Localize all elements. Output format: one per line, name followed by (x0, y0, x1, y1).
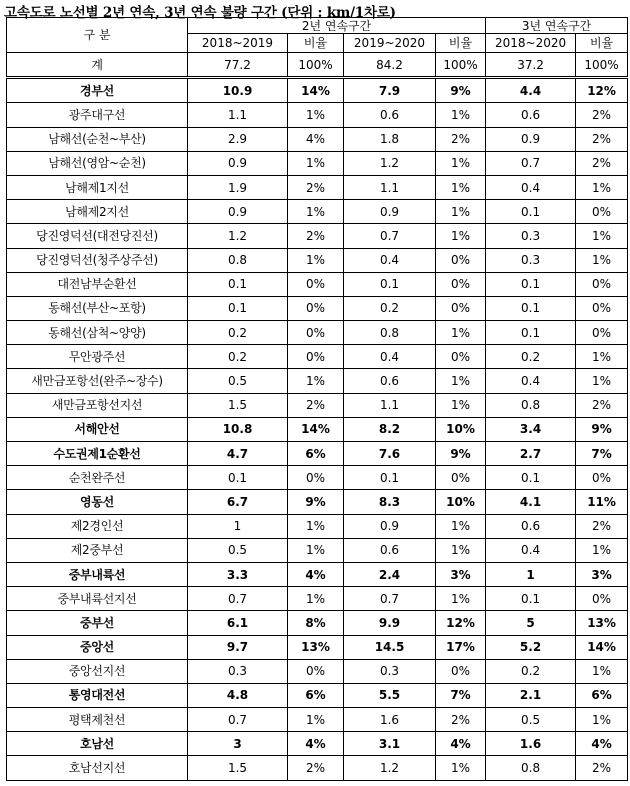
value-2018-2019-cell: 0.1 (188, 466, 288, 490)
ratio-2018-2020-cell: 0% (576, 587, 628, 611)
table-row (7, 272, 628, 296)
ratio-2019-2020-cell: 1% (436, 151, 486, 175)
ratio-2018-2020-cell: 100% (576, 53, 628, 78)
route-name-cell: 호남선 (7, 732, 188, 756)
ratio-2018-2019-cell: 1% (288, 538, 344, 562)
ratio-2019-2020-cell: 0% (436, 272, 486, 296)
ratio-2018-2019-cell: 1% (288, 200, 344, 224)
ratio-2018-2020-cell: 2% (576, 393, 628, 417)
value-2018-2019-cell: 6.7 (188, 490, 288, 514)
table-row (7, 151, 628, 175)
header-period-b: 2019~2020 (344, 34, 436, 53)
ratio-2018-2019-cell: 100% (288, 53, 344, 78)
ratio-2018-2019-cell: 2% (288, 175, 344, 199)
ratio-2018-2020-cell: 7% (576, 442, 628, 466)
route-name-cell: 대전남부순환선 (7, 272, 188, 296)
ratio-2019-2020-cell: 100% (436, 53, 486, 78)
value-2018-2019-cell: 1 (188, 514, 288, 538)
route-name-cell: 새만금포항선지선 (7, 393, 188, 417)
value-2019-2020-cell: 7.9 (344, 78, 436, 103)
ratio-2018-2019-cell: 13% (288, 635, 344, 659)
route-name-cell: 당진영덕선(청주상주선) (7, 248, 188, 272)
ratio-2018-2020-cell: 12% (576, 78, 628, 103)
ratio-2018-2020-cell: 2% (576, 151, 628, 175)
header-three-year: 3년 연속구간 (486, 18, 628, 34)
value-2018-2020-cell: 0.3 (486, 248, 576, 272)
ratio-2018-2019-cell: 6% (288, 442, 344, 466)
value-2018-2019-cell: 6.1 (188, 611, 288, 635)
ratio-2018-2020-cell: 1% (576, 369, 628, 393)
header-period-a: 2018~2019 (188, 34, 288, 53)
value-2019-2020-cell: 5.5 (344, 683, 436, 707)
ratio-2018-2019-cell: 0% (288, 466, 344, 490)
value-2019-2020-cell: 1.2 (344, 756, 436, 780)
value-2018-2020-cell: 0.7 (486, 151, 576, 175)
ratio-2018-2019-cell: 2% (288, 756, 344, 780)
route-name-cell: 중앙선 (7, 635, 188, 659)
table-row (7, 417, 628, 441)
value-2019-2020-cell: 84.2 (344, 53, 436, 78)
table-row (7, 659, 628, 683)
table-row (7, 514, 628, 538)
value-2019-2020-cell: 0.1 (344, 466, 436, 490)
ratio-2018-2019-cell: 1% (288, 369, 344, 393)
value-2018-2019-cell: 1.5 (188, 393, 288, 417)
route-name-cell: 동해선(부산~포항) (7, 296, 188, 320)
value-2018-2020-cell: 5 (486, 611, 576, 635)
ratio-2018-2019-cell: 1% (288, 248, 344, 272)
ratio-2019-2020-cell: 1% (436, 587, 486, 611)
ratio-2019-2020-cell: 1% (436, 224, 486, 248)
value-2019-2020-cell: 1.1 (344, 393, 436, 417)
ratio-2018-2020-cell: 1% (576, 708, 628, 732)
table-row (7, 200, 628, 224)
route-name-cell: 남해선(순천~부산) (7, 127, 188, 151)
ratio-2018-2020-cell: 1% (576, 659, 628, 683)
table-row (7, 683, 628, 707)
value-2019-2020-cell: 0.9 (344, 200, 436, 224)
header-category: 구 분 (7, 18, 188, 53)
value-2018-2020-cell: 0.6 (486, 103, 576, 127)
ratio-2018-2020-cell: 0% (576, 466, 628, 490)
ratio-2019-2020-cell: 7% (436, 683, 486, 707)
route-name-cell: 호남선지선 (7, 756, 188, 780)
route-name-cell: 새만금포항선(완주~장수) (7, 369, 188, 393)
ratio-2018-2019-cell: 1% (288, 708, 344, 732)
value-2018-2020-cell: 5.2 (486, 635, 576, 659)
ratio-2018-2019-cell: 0% (288, 345, 344, 369)
value-2018-2019-cell: 10.9 (188, 78, 288, 103)
ratio-2019-2020-cell: 0% (436, 345, 486, 369)
ratio-2018-2019-cell: 6% (288, 683, 344, 707)
value-2018-2019-cell: 4.7 (188, 442, 288, 466)
value-2018-2019-cell: 0.1 (188, 296, 288, 320)
value-2018-2020-cell: 0.1 (486, 200, 576, 224)
route-name-cell: 통영대전선 (7, 683, 188, 707)
table-row (7, 393, 628, 417)
route-name-cell: 광주대구선 (7, 103, 188, 127)
header-two-year: 2년 연속구간 (188, 18, 486, 34)
ratio-2019-2020-cell: 0% (436, 296, 486, 320)
ratio-2018-2019-cell: 1% (288, 514, 344, 538)
defect-section-table (6, 17, 628, 781)
ratio-2018-2020-cell: 1% (576, 538, 628, 562)
total-row (7, 53, 628, 78)
value-2018-2019-cell: 0.2 (188, 345, 288, 369)
value-2018-2019-cell: 10.8 (188, 417, 288, 441)
value-2018-2019-cell: 4.8 (188, 683, 288, 707)
ratio-2018-2020-cell: 0% (576, 200, 628, 224)
ratio-2018-2020-cell: 2% (576, 103, 628, 127)
ratio-2018-2019-cell: 0% (288, 659, 344, 683)
ratio-2019-2020-cell: 12% (436, 611, 486, 635)
ratio-2018-2020-cell: 0% (576, 296, 628, 320)
value-2019-2020-cell: 8.2 (344, 417, 436, 441)
value-2018-2019-cell: 0.7 (188, 587, 288, 611)
value-2018-2019-cell: 0.9 (188, 151, 288, 175)
table-title: 고속도로 노선별 2년 연속, 3년 연속 불량 구간 (단위 : km/1차로) (4, 5, 396, 21)
value-2019-2020-cell: 1.8 (344, 127, 436, 151)
value-2018-2019-cell: 0.9 (188, 200, 288, 224)
header-period-c: 2018~2020 (486, 34, 576, 53)
value-2018-2020-cell: 0.5 (486, 708, 576, 732)
ratio-2018-2019-cell: 14% (288, 417, 344, 441)
route-name-cell: 동해선(삼척~양양) (7, 321, 188, 345)
value-2018-2019-cell: 0.7 (188, 708, 288, 732)
route-name-cell: 남해선(영암~순천) (7, 151, 188, 175)
ratio-2018-2020-cell: 2% (576, 127, 628, 151)
ratio-2019-2020-cell: 1% (436, 200, 486, 224)
ratio-2019-2020-cell: 0% (436, 248, 486, 272)
table-row (7, 587, 628, 611)
route-name-cell: 중부선 (7, 611, 188, 635)
value-2019-2020-cell: 8.3 (344, 490, 436, 514)
ratio-2018-2019-cell: 4% (288, 127, 344, 151)
table-row (7, 78, 628, 103)
value-2018-2019-cell: 0.5 (188, 538, 288, 562)
value-2018-2020-cell: 0.6 (486, 514, 576, 538)
value-2018-2019-cell: 0.8 (188, 248, 288, 272)
route-name-cell: 서해안선 (7, 417, 188, 441)
table-row (7, 175, 628, 199)
value-2019-2020-cell: 0.3 (344, 659, 436, 683)
value-2018-2020-cell: 0.4 (486, 538, 576, 562)
value-2018-2019-cell: 1.1 (188, 103, 288, 127)
route-name-cell: 제2경인선 (7, 514, 188, 538)
value-2018-2020-cell: 2.7 (486, 442, 576, 466)
ratio-2018-2020-cell: 9% (576, 417, 628, 441)
value-2018-2019-cell: 0.1 (188, 272, 288, 296)
table-row (7, 635, 628, 659)
ratio-2019-2020-cell: 3% (436, 562, 486, 586)
ratio-2018-2020-cell: 4% (576, 732, 628, 756)
table-row (7, 345, 628, 369)
ratio-2019-2020-cell: 2% (436, 127, 486, 151)
value-2018-2020-cell: 0.8 (486, 393, 576, 417)
ratio-2018-2019-cell: 0% (288, 296, 344, 320)
route-name-cell: 중부내륙선지선 (7, 587, 188, 611)
ratio-2019-2020-cell: 1% (436, 103, 486, 127)
value-2018-2020-cell: 1 (486, 562, 576, 586)
value-2018-2020-cell: 37.2 (486, 53, 576, 78)
value-2018-2019-cell: 0.5 (188, 369, 288, 393)
value-2018-2020-cell: 0.1 (486, 587, 576, 611)
header-ratio-a: 비율 (288, 34, 344, 53)
value-2019-2020-cell: 0.7 (344, 587, 436, 611)
route-name-cell: 평택제천선 (7, 708, 188, 732)
ratio-2018-2019-cell: 0% (288, 321, 344, 345)
route-name-cell: 남해제1지선 (7, 175, 188, 199)
route-name-cell: 영동선 (7, 490, 188, 514)
ratio-2019-2020-cell: 1% (436, 756, 486, 780)
table-row (7, 562, 628, 586)
value-2018-2020-cell: 0.3 (486, 224, 576, 248)
ratio-2019-2020-cell: 1% (436, 369, 486, 393)
ratio-2019-2020-cell: 1% (436, 321, 486, 345)
value-2018-2020-cell: 0.2 (486, 345, 576, 369)
ratio-2018-2019-cell: 0% (288, 272, 344, 296)
value-2019-2020-cell: 9.9 (344, 611, 436, 635)
ratio-2019-2020-cell: 9% (436, 442, 486, 466)
value-2019-2020-cell: 0.2 (344, 296, 436, 320)
ratio-2019-2020-cell: 17% (436, 635, 486, 659)
value-2018-2019-cell: 1.2 (188, 224, 288, 248)
ratio-2018-2020-cell: 2% (576, 514, 628, 538)
value-2018-2020-cell: 4.4 (486, 78, 576, 103)
table-row (7, 369, 628, 393)
ratio-2018-2020-cell: 1% (576, 248, 628, 272)
ratio-2019-2020-cell: 2% (436, 708, 486, 732)
ratio-2018-2019-cell: 2% (288, 224, 344, 248)
route-name-cell: 순천완주선 (7, 466, 188, 490)
ratio-2019-2020-cell: 4% (436, 732, 486, 756)
route-name-cell: 경부선 (7, 78, 188, 103)
table-row (7, 127, 628, 151)
route-name-cell: 남해제2지선 (7, 200, 188, 224)
ratio-2018-2020-cell: 1% (576, 345, 628, 369)
value-2019-2020-cell: 0.4 (344, 248, 436, 272)
ratio-2018-2020-cell: 14% (576, 635, 628, 659)
value-2019-2020-cell: 0.8 (344, 321, 436, 345)
value-2018-2020-cell: 0.1 (486, 466, 576, 490)
table-row (7, 296, 628, 320)
value-2018-2019-cell: 3.3 (188, 562, 288, 586)
value-2019-2020-cell: 0.6 (344, 103, 436, 127)
ratio-2018-2020-cell: 0% (576, 272, 628, 296)
table-row (7, 248, 628, 272)
value-2019-2020-cell: 0.7 (344, 224, 436, 248)
value-2018-2020-cell: 0.4 (486, 369, 576, 393)
ratio-2018-2020-cell: 0% (576, 321, 628, 345)
table-row (7, 442, 628, 466)
value-2018-2019-cell: 3 (188, 732, 288, 756)
header-ratio-c: 비율 (576, 34, 628, 53)
ratio-2018-2019-cell: 1% (288, 103, 344, 127)
ratio-2019-2020-cell: 1% (436, 393, 486, 417)
ratio-2018-2019-cell: 2% (288, 393, 344, 417)
value-2018-2020-cell: 0.1 (486, 321, 576, 345)
value-2019-2020-cell: 0.9 (344, 514, 436, 538)
value-2018-2020-cell: 1.6 (486, 732, 576, 756)
ratio-2018-2019-cell: 4% (288, 732, 344, 756)
value-2019-2020-cell: 1.6 (344, 708, 436, 732)
ratio-2018-2019-cell: 8% (288, 611, 344, 635)
ratio-2018-2020-cell: 1% (576, 224, 628, 248)
table-row (7, 756, 628, 780)
value-2019-2020-cell: 7.6 (344, 442, 436, 466)
ratio-2019-2020-cell: 0% (436, 659, 486, 683)
value-2018-2020-cell: 0.9 (486, 127, 576, 151)
ratio-2018-2019-cell: 1% (288, 587, 344, 611)
ratio-2019-2020-cell: 1% (436, 538, 486, 562)
header-row-1 (7, 18, 628, 34)
table-row (7, 103, 628, 127)
table-row (7, 538, 628, 562)
ratio-2018-2020-cell: 3% (576, 562, 628, 586)
value-2018-2020-cell: 3.4 (486, 417, 576, 441)
route-name-cell: 중부내륙선 (7, 562, 188, 586)
value-2019-2020-cell: 3.1 (344, 732, 436, 756)
ratio-2018-2020-cell: 6% (576, 683, 628, 707)
table-row (7, 732, 628, 756)
route-name-cell: 당진영덕선(대전당진선) (7, 224, 188, 248)
value-2019-2020-cell: 0.4 (344, 345, 436, 369)
value-2019-2020-cell: 0.6 (344, 538, 436, 562)
table-body (7, 18, 628, 781)
ratio-2018-2019-cell: 1% (288, 151, 344, 175)
table-row (7, 708, 628, 732)
table-row (7, 224, 628, 248)
route-name-cell: 제2중부선 (7, 538, 188, 562)
ratio-2019-2020-cell: 0% (436, 466, 486, 490)
header-ratio-b: 비율 (436, 34, 486, 53)
value-2018-2020-cell: 2.1 (486, 683, 576, 707)
ratio-2019-2020-cell: 1% (436, 175, 486, 199)
ratio-2018-2019-cell: 14% (288, 78, 344, 103)
value-2018-2020-cell: 0.4 (486, 175, 576, 199)
value-2018-2020-cell: 0.1 (486, 296, 576, 320)
ratio-2018-2020-cell: 13% (576, 611, 628, 635)
ratio-2018-2020-cell: 11% (576, 490, 628, 514)
route-name-cell: 계 (7, 53, 188, 78)
value-2018-2020-cell: 0.2 (486, 659, 576, 683)
ratio-2019-2020-cell: 10% (436, 490, 486, 514)
table-row (7, 490, 628, 514)
route-name-cell: 중앙선지선 (7, 659, 188, 683)
value-2018-2020-cell: 4.1 (486, 490, 576, 514)
route-name-cell: 수도권제1순환선 (7, 442, 188, 466)
ratio-2019-2020-cell: 9% (436, 78, 486, 103)
value-2018-2019-cell: 9.7 (188, 635, 288, 659)
value-2018-2019-cell: 1.9 (188, 175, 288, 199)
value-2019-2020-cell: 1.2 (344, 151, 436, 175)
table-row (7, 466, 628, 490)
table-row (7, 611, 628, 635)
ratio-2019-2020-cell: 1% (436, 514, 486, 538)
value-2019-2020-cell: 0.1 (344, 272, 436, 296)
ratio-2018-2020-cell: 2% (576, 756, 628, 780)
value-2018-2020-cell: 0.1 (486, 272, 576, 296)
ratio-2019-2020-cell: 10% (436, 417, 486, 441)
value-2018-2019-cell: 77.2 (188, 53, 288, 78)
ratio-2018-2020-cell: 1% (576, 175, 628, 199)
value-2019-2020-cell: 14.5 (344, 635, 436, 659)
value-2018-2019-cell: 0.2 (188, 321, 288, 345)
value-2019-2020-cell: 0.6 (344, 369, 436, 393)
value-2018-2020-cell: 0.8 (486, 756, 576, 780)
ratio-2018-2019-cell: 9% (288, 490, 344, 514)
value-2018-2019-cell: 0.3 (188, 659, 288, 683)
value-2019-2020-cell: 2.4 (344, 562, 436, 586)
table-row (7, 321, 628, 345)
value-2018-2019-cell: 1.5 (188, 756, 288, 780)
ratio-2018-2019-cell: 4% (288, 562, 344, 586)
route-name-cell: 무안광주선 (7, 345, 188, 369)
value-2019-2020-cell: 1.1 (344, 175, 436, 199)
value-2018-2019-cell: 2.9 (188, 127, 288, 151)
